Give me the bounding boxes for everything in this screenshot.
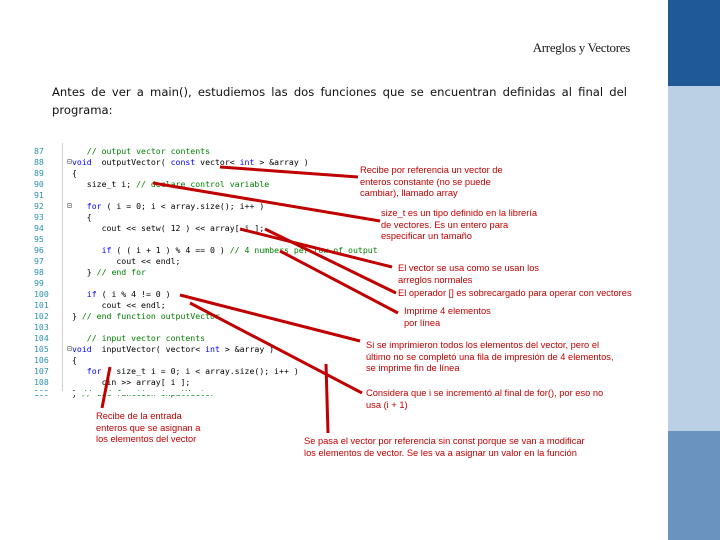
line-number: 96 — [34, 245, 44, 255]
line-number: 107 — [34, 366, 49, 376]
collapse-toggle-icon: ⊟ — [67, 157, 72, 166]
code-text: // output vector contents — [72, 146, 211, 156]
code-text: if ( ( i + 1 ) % 4 == 0 ) // 4 numbers per row of output — [101, 245, 378, 255]
code-text: size_t i; // declare control variable — [72, 179, 270, 189]
line-number: 99 — [34, 278, 44, 288]
line-number: 100 — [34, 289, 49, 299]
note-line: El operador [] es sobrecargado para operar con vectores — [398, 288, 632, 298]
note-line: los elementos de vector. Se les va a asignar un valor en la función — [304, 447, 577, 458]
line-number: 94 — [34, 223, 44, 233]
annotation-note-3 — [398, 263, 539, 286]
annotation-note-8 — [96, 411, 200, 446]
collapse-toggle-icon: ⊟ — [67, 201, 72, 210]
line-number: 105 — [34, 344, 49, 354]
annotation-note-7 — [366, 388, 603, 411]
code-text: cin >> array[ i ]; — [72, 377, 191, 387]
note-line: Se pasa el vector por referencia sin const porque se van a modificar — [304, 436, 585, 446]
note-line: Recibe de la entrada — [96, 411, 182, 421]
code-text: } // end for — [72, 267, 146, 277]
note-line: enteros que se asignan a — [96, 422, 201, 433]
arrow-note8 — [102, 367, 110, 408]
code-text: { — [72, 355, 77, 365]
note-line: de vectores. Es un entero para — [381, 219, 509, 230]
arrow-note2 — [153, 183, 380, 221]
line-number: 91 — [34, 190, 44, 200]
arrow-note4 — [265, 229, 396, 293]
code-text: cout << setw( 12 ) << array[ i ]; — [72, 223, 265, 233]
intro-paragraph-line-2: programa: — [52, 103, 113, 117]
line-number: 104 — [34, 333, 49, 343]
code-text: for ( i = 0; i < array.size(); i++ ) — [86, 201, 265, 211]
note-line: Imprime 4 elementos — [404, 306, 491, 316]
decorative-sidebar — [668, 0, 720, 540]
annotated-code-figure — [30, 143, 652, 470]
note-line: cambiar), llamado array — [360, 188, 458, 198]
code-text: { — [72, 212, 92, 222]
annotation-note-1 — [360, 165, 503, 200]
note-line: los elementos del vector — [96, 434, 197, 444]
arrow-note9 — [326, 364, 328, 433]
code-text: if ( i % 4 != 0 ) — [86, 289, 171, 299]
note-line: se imprime fin de línea — [366, 363, 460, 373]
line-number: 92 — [34, 201, 44, 211]
annotation-note-9 — [304, 436, 585, 459]
note-line: por línea — [404, 317, 441, 328]
line-number: 102 — [34, 311, 49, 321]
sidebar-segment-mid — [668, 431, 720, 540]
code-text: void inputVector( vector< int > &array ) — [72, 344, 275, 354]
note-line: Recibe por referencia un vector de — [360, 165, 503, 175]
arrow-note5 — [280, 251, 398, 313]
line-number: 108 — [34, 377, 49, 387]
note-line: El vector se usa como se usan los — [398, 263, 540, 273]
arrow-note1 — [220, 167, 358, 177]
line-number: 97 — [34, 256, 44, 266]
line-number: 90 — [34, 179, 44, 189]
arrow-note7 — [190, 303, 362, 393]
line-number: 106 — [34, 355, 49, 365]
arrow-note6 — [180, 295, 360, 341]
code-text: } // end function outputVector — [72, 311, 220, 321]
annotation-note-2 — [381, 208, 537, 243]
annotation-note-4 — [398, 288, 632, 300]
code-text: // input vector contents — [72, 333, 206, 343]
annotation-note-6 — [366, 340, 614, 375]
note-line: enteros constante (no se puede — [360, 176, 491, 187]
intro-paragraph-line-1: Antes de ver a main(), estudiemos las dos funciones que se encuentran definidas al final del — [52, 85, 627, 99]
line-number: 103 — [34, 322, 49, 332]
code-text: void outputVector( const vector< int > &array ) — [72, 157, 309, 167]
code-text: cout << endl; — [72, 256, 181, 266]
slide-title: Arreglos y Vectores — [532, 40, 630, 55]
line-number: 101 — [34, 300, 49, 310]
line-number: 87 — [34, 146, 44, 156]
note-line: size_t es un tipo definido en la librería — [381, 208, 538, 218]
line-number: 89 — [34, 168, 44, 178]
line-number: 98 — [34, 267, 44, 277]
note-line: especificar un tamaño — [381, 231, 472, 241]
note-line: arreglos normales — [398, 274, 473, 285]
line-number: 95 — [34, 234, 44, 244]
note-line: Si se imprimieron todos los elementos del vector, pero el — [366, 340, 600, 350]
note-line: último no se completó una fila de impresión de 4 elementos, — [366, 351, 614, 362]
note-line: Considera que i se incrementó al final de for(), por eso no — [366, 388, 604, 398]
code-text: for ( size_t i = 0; i < array.size(); i++ ) — [86, 366, 299, 376]
collapse-toggle-icon: ⊟ — [67, 344, 72, 353]
arrow-note3 — [240, 229, 392, 267]
line-number: 88 — [34, 157, 44, 167]
sidebar-segment-pale — [668, 86, 720, 431]
annotation-note-5 — [404, 306, 491, 329]
line-number: 93 — [34, 212, 44, 222]
sidebar-segment-dark — [668, 0, 720, 86]
code-text: cout << endl; — [72, 300, 166, 310]
note-line: usa (i + 1) — [366, 399, 408, 410]
code-text: { — [72, 168, 77, 178]
